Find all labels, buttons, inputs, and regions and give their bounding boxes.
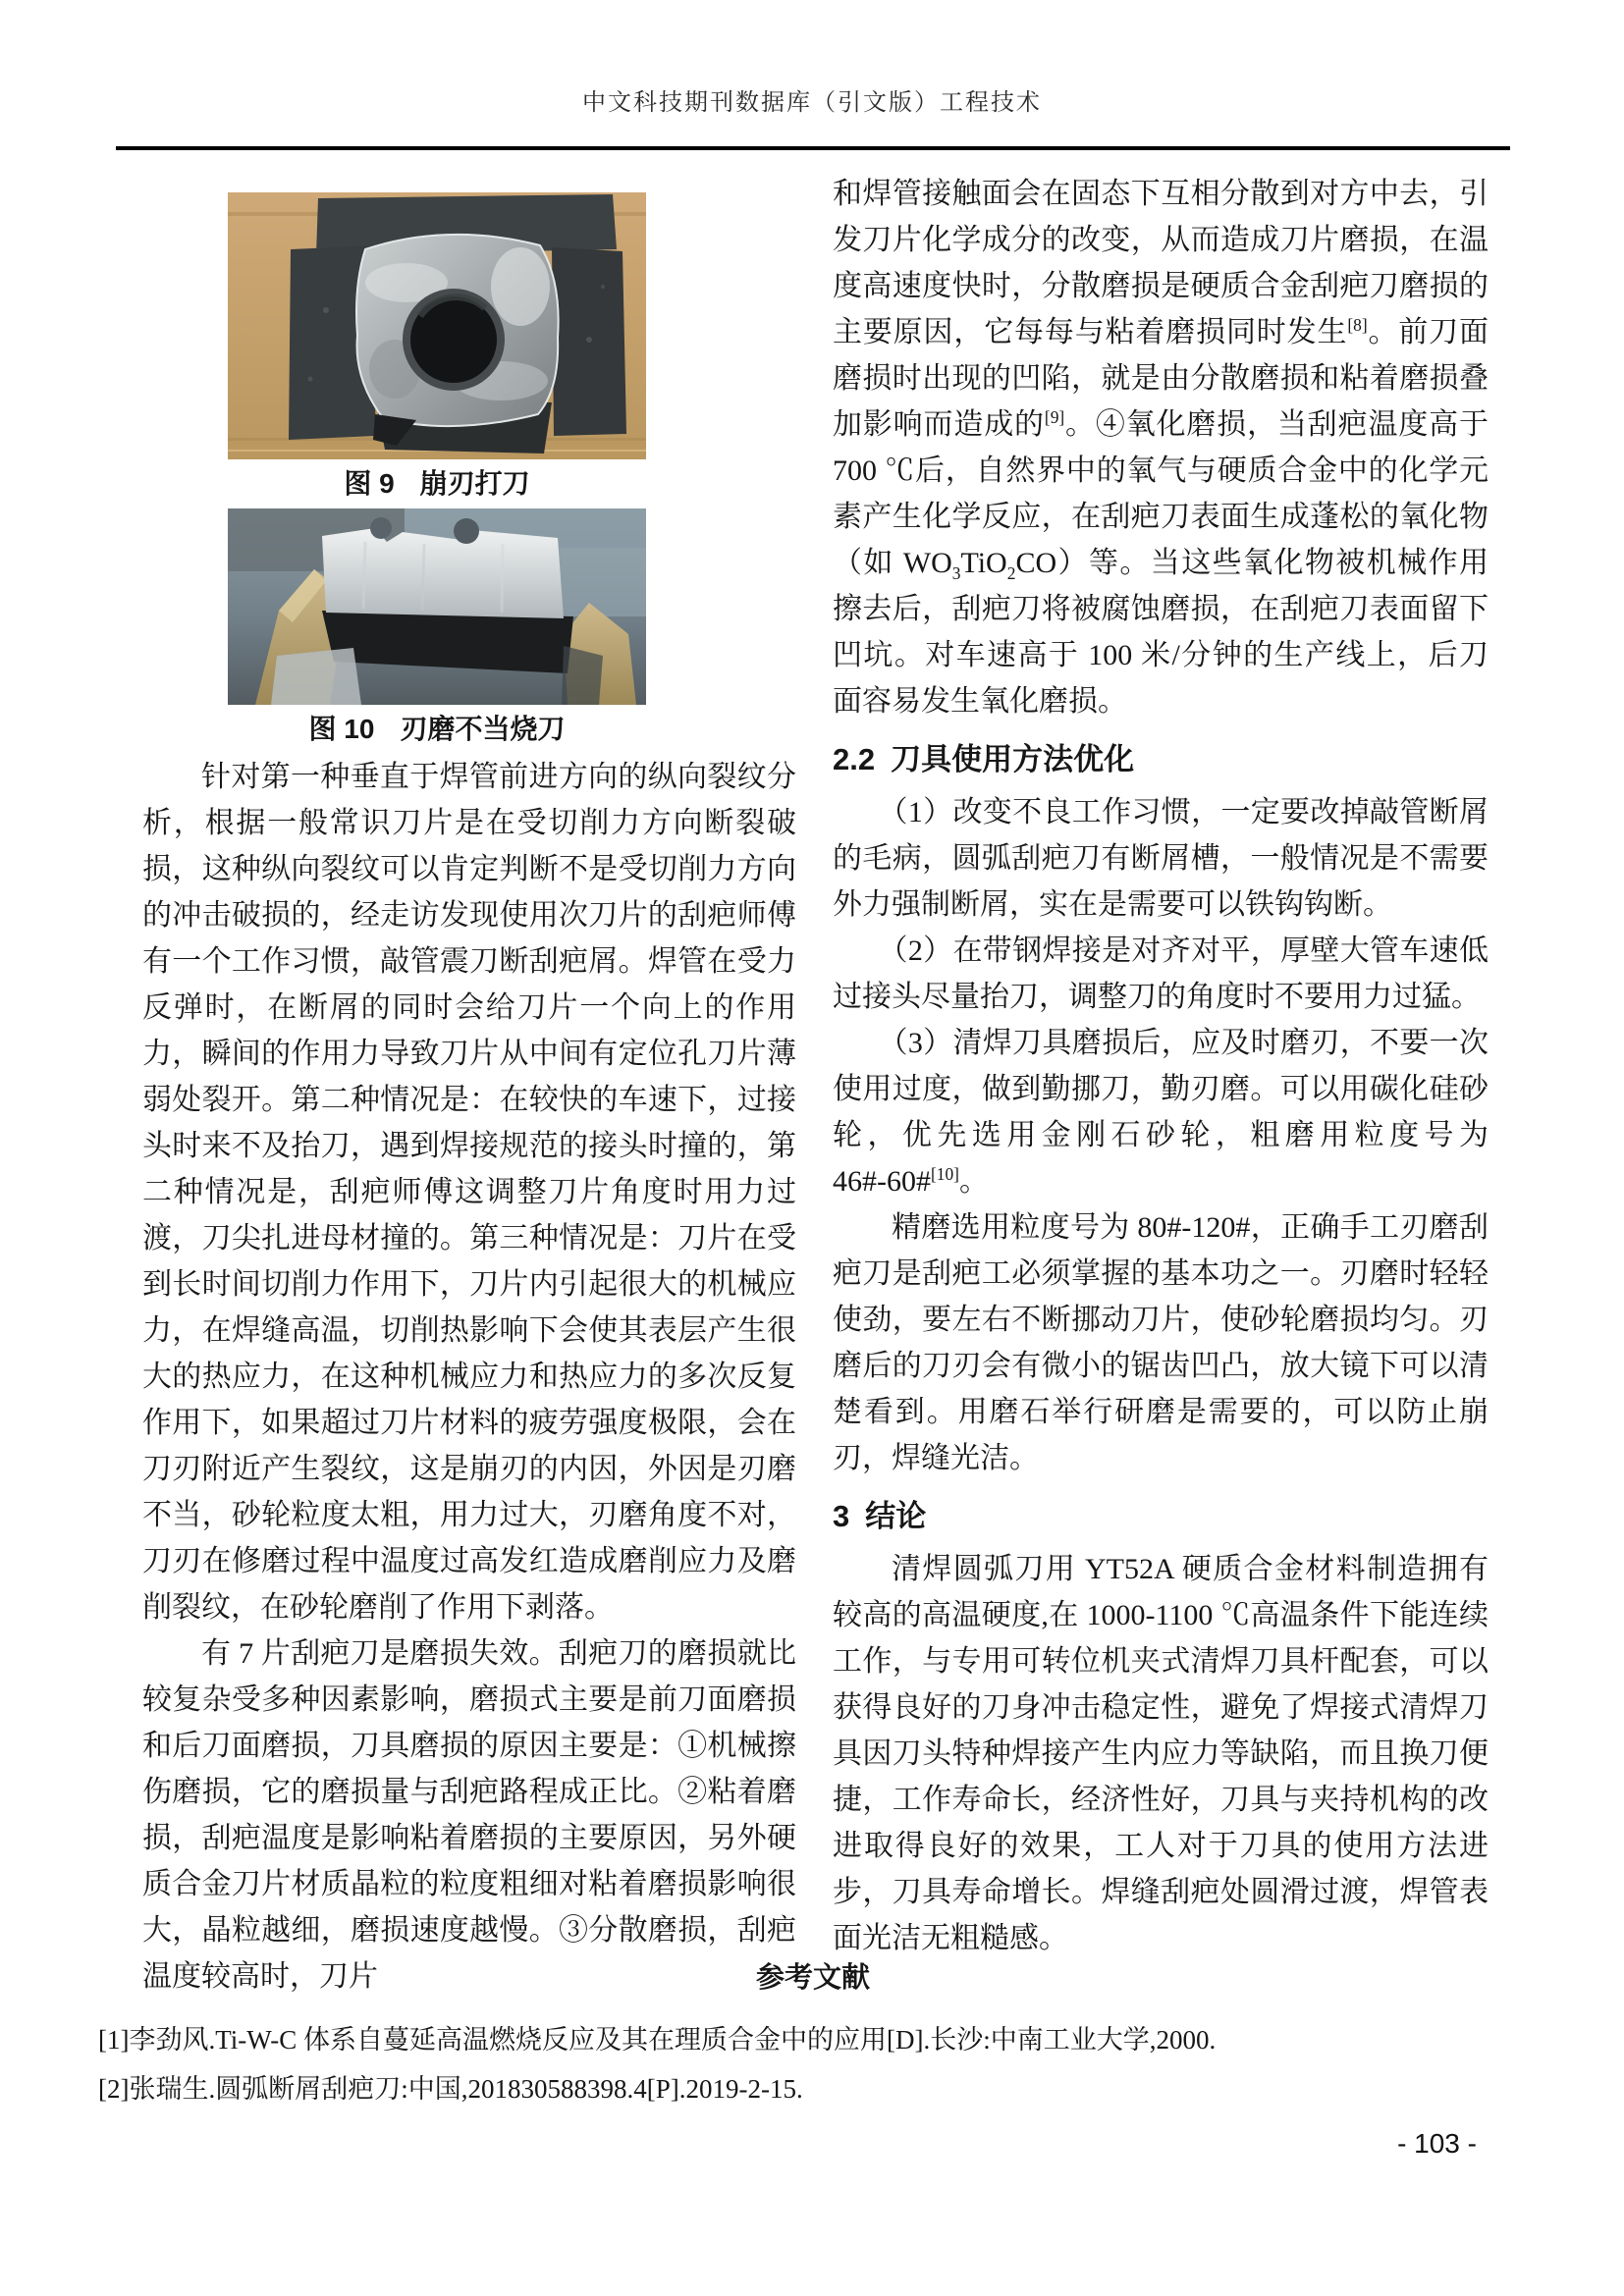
reference-item: [2]张瑞生.圆弧断屑刮疤刀:中国,201830588398.4[P].2019-2-15. [98, 2074, 803, 2104]
figure-10-photo [228, 508, 646, 705]
method-item-3: （3）清焊刀具磨损后，应及时磨刃，不要一次使用过度，做到勤挪刀，勤刃磨。可以用碳化硅砂轮，优先选用金刚石砂轮，粗磨用粒度号为 46#-60#[10]。 [833, 1027, 1489, 1198]
fine-grinding-paragraph: 精磨选用粒度号为 80#-120#，正确手工刃磨刮疤刀是刮疤工必须掌握的基本功之一。刃磨时轻轻使劲，要左右不断挪动刀片，使砂轮磨损均匀。刃磨后的刀刃会有微小的锯齿凹凸，放大镜下可以清楚看到。用磨石举行研磨是需要的，可以防止崩刃，焊缝光洁。 [833, 1211, 1489, 1474]
column-right [833, 171, 1489, 1961]
header-rule [116, 146, 1510, 150]
figure-10-caption-label: 图 10 [308, 714, 375, 744]
figure-10 [228, 508, 646, 746]
references-heading: 参考文献 [755, 1962, 870, 1994]
section-heading-2-2 [833, 740, 1489, 779]
method-item-2: （2）在带钢焊接是对齐对平，厚壁大管车速低过接头尽量抬刀，调整刀的角度时不要用力过猛。 [833, 934, 1489, 1013]
page-number: - 103 - [1397, 2128, 1477, 2159]
figure-9-caption-label: 图 9 [344, 468, 395, 499]
figure-9-caption-title: 崩刃打刀 [419, 468, 530, 499]
references-section [98, 1955, 1528, 2113]
section-3-title: 结论 [865, 1499, 927, 1533]
figure-9-photo [228, 192, 646, 459]
section-2-2-number: 2.2 [833, 742, 876, 776]
journal-title: 中文科技期刊数据库（引文版）工程技术 [582, 90, 1042, 116]
left-paragraph-1: 针对第一种垂直于焊管前进方向的纵向裂纹分析，根据一般常识刀片是在受切削力方向断裂破损，这种纵向裂纹可以肯定判断不是受切削力方向的冲击破损的，经走访发现使用次刀片的刮疤师傅有一个工作习惯，敲管震刀断刮疤屑。焊管在受力反弹时，在断屑的同时会给刀片一个向上的作用力，瞬间的作用力导致刀片从中间有定位孔刀片薄弱处裂开。第二种情况是：在较快的车速下，过接头时来不及抬刀，遇到焊接规范的接头时撞的，第二种情况是，刮疤师傅这调整刀片角度时用力过渡，刀尖扎进母材撞的。第三种情况是：刀片在受到长时间切削力作用下，刀片内引起很大的机械应力，在焊缝高温，切削热影响下会使其表层产生很大的热应力，在这种机械应力和热应力的多次反复作用下，如果超过刀片材料的疲劳强度极限，会在刀刃附近产生裂纹，这是崩刃的内因，外因是刃磨不当，砂轮粒度太粗，用力过大，刃磨角度不对，刀刃在修磨过程中温度过高发红造成磨削应力及磨削裂纹，在砂轮磨削了作用下剥落。 [142, 761, 796, 1624]
left-paragraph-2: 有 7 片刮疤刀是磨损失效。刮疤刀的磨损就比较复杂受多种因素影响，磨损式主要是前刀面磨损和后刀面磨损，刀具磨损的原因主要是：①机械擦伤磨损，它的磨损量与刮疤路程成正比。②粘着磨损，刮疤温度是影响粘着磨损的主要原因，另外硬质合金刀片材质晶粒的粒度粗细对粘着磨损影响很大，晶粒越细，磨损速度越慢。③分散磨损，刮疤温度较高时，刀片 [142, 1637, 796, 1993]
figure-9 [228, 192, 646, 501]
figure-10-caption-title: 刃磨不当烧刀 [400, 714, 566, 744]
section-heading-3 [833, 1497, 1489, 1536]
method-item-1: （1）改变不良工作习惯，一定要改掉敲管断屑的毛病，圆弧刮疤刀有断屑槽，一般情况是不需要外力强制断屑，实在是需要可以铁钩钩断。 [833, 796, 1489, 921]
figure-9-caption [228, 467, 646, 501]
journal-header [0, 82, 1624, 117]
conclusion-paragraph: 清焊圆弧刀用 YT52A 硬质合金材料制造拥有较高的高温硬度,在 1000-1100 ℃高温条件下能连续工作，与专用可转位机夹式清焊刀具杆配套，可以获得良好的刀身冲击稳定性，避免了焊接式清焊刀具因刀头特种焊接产生内应力等缺陷，而且换刀便捷，工作寿命长，经济性好，刀具与夹持机构的改进取得良好的效果，工人对于刀具的使用方法进步，刀具寿命增长。焊缝刮疤处圆滑过渡，焊管表面光洁无粗糙感。 [833, 1553, 1489, 1954]
reference-item: [1]李劲风.Ti-W-C 体系自蔓延高温燃烧反应及其在理质合金中的应用[D].长沙:中南工业大学,2000. [98, 2025, 1217, 2055]
right-paragraph-continuation: 和焊管接触面会在固态下互相分散到对方中去，引发刀片化学成分的改变，从而造成刀片磨损，在温度高速度快时，分散磨损是硬质合金刮疤刀磨损的主要原因，它每每与粘着磨损同时发生[8]。前刀面磨损时出现的凹陷，就是由分散磨损和粘着磨损叠加影响而造成的[9]。④氧化磨损，当刮疤温度高于 700 ℃后，自然界中的氧气与硬质合金中的化学元素产生化学反应，在刮疤刀表面生成蓬松的氧化物（如 $WO_3TiO_2CO$）等。当这些氧化物被机械作用擦去后，刮疤刀将被腐蚀磨损，在刮疤刀表面留下凹坑。对车速高于 100 米/分钟的生产线上，后刀面容易发生氧化磨损。 [833, 178, 1489, 718]
section-2-2-title: 刀具使用方法优化 [891, 742, 1135, 776]
column-left [142, 173, 796, 2000]
figure-10-caption [228, 713, 646, 746]
section-3-number: 3 [833, 1499, 850, 1533]
